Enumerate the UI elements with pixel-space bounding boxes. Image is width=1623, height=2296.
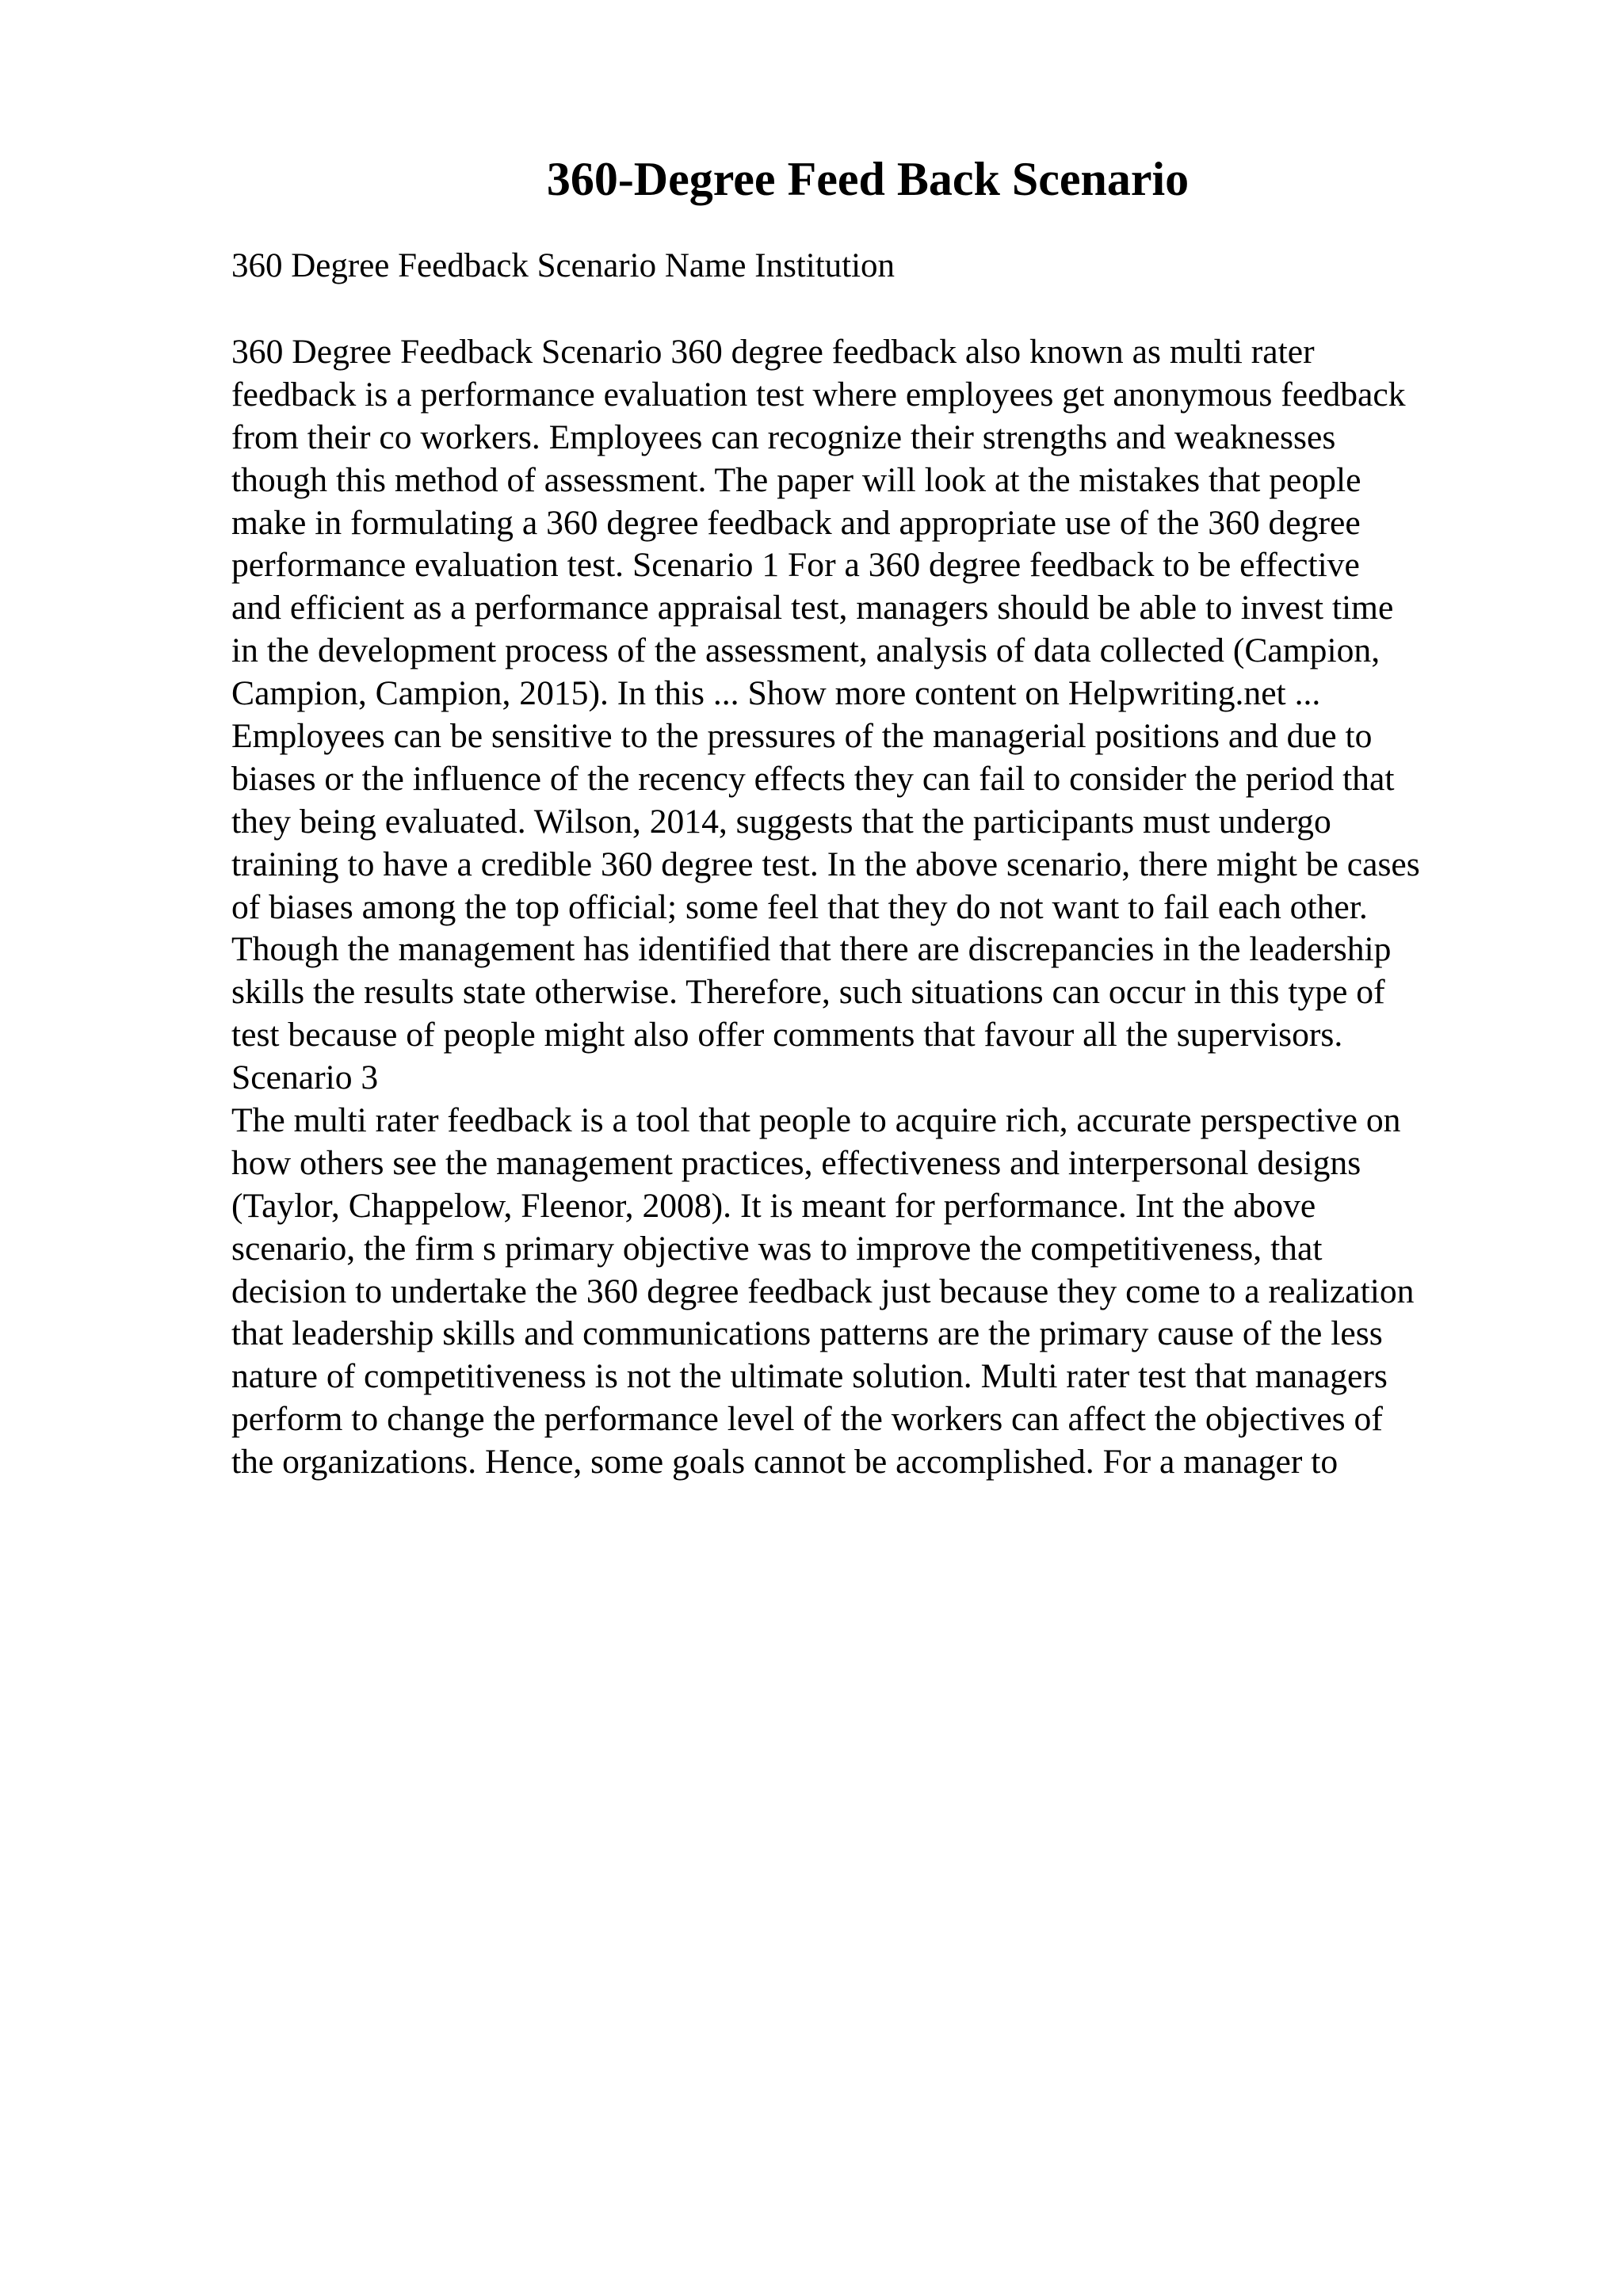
body-line: scenario, the firm s primary objective was to improve the competitiveness, that bbox=[231, 1229, 1323, 1268]
body-line: of biases among the top official; some feel that they do not want to fail each other. bbox=[231, 887, 1368, 926]
body-line: that leadership skills and communications patterns are the primary cause of the less bbox=[231, 1314, 1383, 1353]
body-line: decision to undertake the 360 degree feedback just because they come to a realization bbox=[231, 1272, 1415, 1310]
body-line: test because of people might also offer comments that favour all the supervisors. bbox=[231, 1016, 1343, 1055]
body-line: and efficient as a performance appraisal test, managers should be able to invest time bbox=[231, 589, 1394, 627]
body-line: 360 Degree Feedback Scenario 360 degree feedback also known as multi rater bbox=[231, 333, 1315, 371]
body-line: The multi rater feedback is a tool that people to acquire rich, accurate perspective on bbox=[231, 1101, 1401, 1140]
body-line: training to have a credible 360 degree test. In the above scenario, there might be cases bbox=[231, 845, 1420, 883]
body-line: Though the management has identified that there are discrepancies in the leadership bbox=[231, 930, 1392, 969]
body-line: feedback is a performance evaluation test where employees get anonymous feedback bbox=[231, 375, 1406, 414]
body-line: skills the results state otherwise. Therefore, such situations can occur in this type of bbox=[231, 973, 1385, 1012]
body-line: Employees can be sensitive to the pressures of the managerial positions and due to bbox=[231, 717, 1373, 756]
body-line: Scenario 3 bbox=[231, 1058, 379, 1097]
body-line: biases or the influence of the recency effects they can fail to consider the period that bbox=[231, 759, 1395, 798]
body-line: the organizations. Hence, some goals cannot be accomplished. For a manager to bbox=[231, 1443, 1338, 1482]
body-line: make in formulating a 360 degree feedback and appropriate use of the 360 degree bbox=[231, 503, 1361, 542]
body-line: nature of competitiveness is not the ultimate solution. Multi rater test that managers bbox=[231, 1357, 1388, 1396]
body-text bbox=[231, 331, 1420, 1484]
body-line: perform to change the performance level of the workers can affect the objectives of bbox=[231, 1400, 1383, 1439]
document-title: 360-Degree Feed Back Scenario bbox=[546, 153, 1190, 205]
body-line: they being evaluated. Wilson, 2014, suggests that the participants must undergo bbox=[231, 802, 1331, 841]
body-line: performance evaluation test. Scenario 1 For a 360 degree feedback to be effective bbox=[231, 546, 1360, 585]
body-line: Campion, Campion, 2015). In this ... Show more content on Helpwriting.net ... bbox=[231, 674, 1321, 713]
body-line: in the development process of the assessment, analysis of data collected (Campion, bbox=[231, 631, 1381, 670]
body-line: from their co workers. Employees can recognize their strengths and weaknesses bbox=[231, 418, 1336, 456]
body-line: (Taylor, Chappelow, Fleenor, 2008). It is meant for performance. Int the above bbox=[231, 1186, 1316, 1225]
document-subtitle: 360 Degree Feedback Scenario Name Institution bbox=[231, 247, 896, 284]
body-line: though this method of assessment. The paper will look at the mistakes that people bbox=[231, 460, 1361, 499]
body-line: how others see the management practices, effectiveness and interpersonal designs bbox=[231, 1143, 1361, 1182]
